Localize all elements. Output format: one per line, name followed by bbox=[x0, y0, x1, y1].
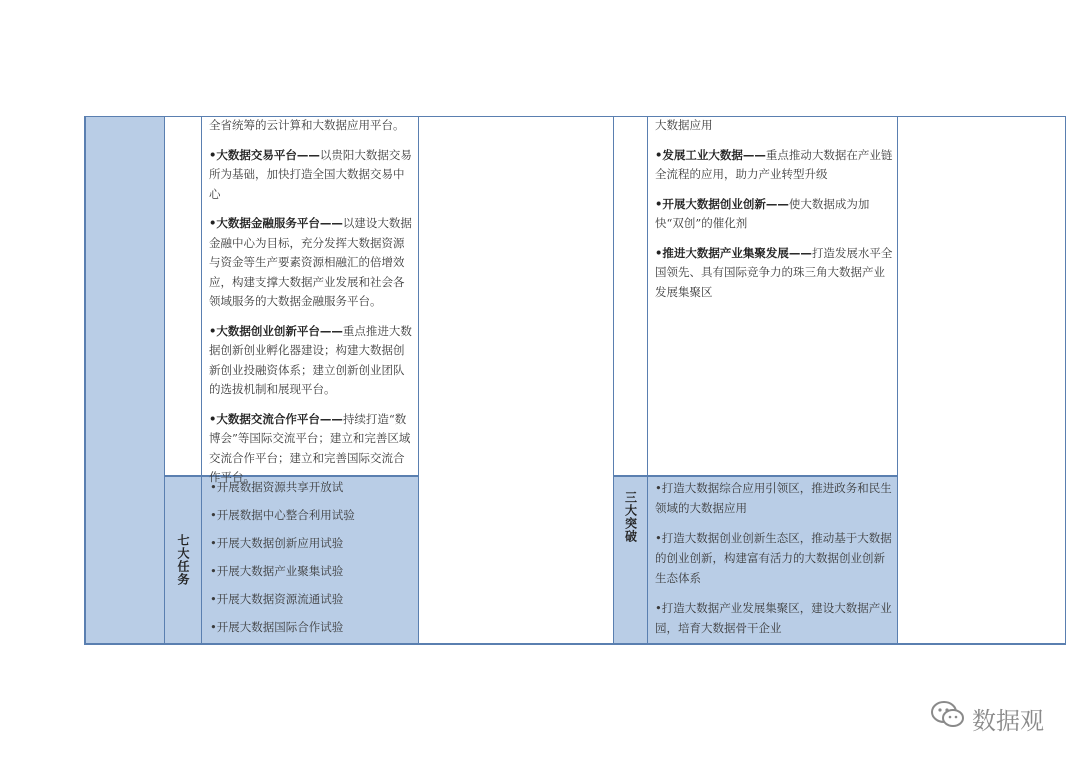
seven-tasks-label: 七大任务 bbox=[176, 534, 190, 586]
task-item: •开展大数据资源流通试验 bbox=[210, 592, 344, 606]
watermark bbox=[930, 700, 1044, 736]
col-line-7 bbox=[897, 116, 898, 645]
task-item: •开展数据中心整合利用试验 bbox=[210, 508, 355, 522]
platform-item-text: 持续打造“数博会”等国际交流平台；建立和完善区域交流合作平台；建立和完善国际交流合作平台。 bbox=[209, 411, 411, 484]
seven-tasks-label-wrap bbox=[165, 477, 202, 643]
platform-item-innovation bbox=[209, 322, 415, 400]
col-line-8 bbox=[1065, 116, 1066, 645]
watermark-text: 数据观 bbox=[972, 706, 1044, 735]
application-item-industry bbox=[655, 146, 893, 185]
left-platform-content bbox=[209, 116, 415, 498]
col-line-1 bbox=[84, 116, 86, 645]
seven-tasks-list bbox=[210, 478, 416, 646]
platform-item-title: •大数据交流合作平台—— bbox=[209, 411, 343, 426]
breakthrough-item: •打造大数据创业创新生态区，推动基于大数据的创业创新，构建富有活力的大数据创业创新生态体系 bbox=[655, 531, 892, 585]
platform-item-finance bbox=[209, 214, 415, 312]
application-item-title: •发展工业大数据—— bbox=[655, 147, 766, 162]
breakthrough-item: •打造大数据产业发展集聚区，建设大数据产业园，培育大数据骨干企业 bbox=[655, 601, 892, 635]
platform-item-trading bbox=[209, 146, 415, 205]
right-intro-text: 大数据应用 bbox=[655, 118, 713, 132]
right-application-content bbox=[655, 116, 893, 312]
three-breakthroughs-label-wrap bbox=[614, 477, 648, 557]
left-intro-text: 全省统筹的云计算和大数据应用平台。 bbox=[209, 118, 405, 132]
three-breakthroughs-label: 三大突破 bbox=[623, 491, 638, 543]
breakthrough-item: •打造大数据综合应用引领区，推进政务和民生领域的大数据应用 bbox=[655, 481, 892, 515]
application-item-text: 使大数据成为加快“双创”的催化剂 bbox=[655, 196, 870, 230]
task-item: •开展大数据国际合作试验 bbox=[210, 620, 344, 634]
platform-item-title: •大数据交易平台—— bbox=[209, 147, 320, 162]
left-section-sidebar bbox=[85, 116, 165, 644]
application-item-cluster bbox=[655, 244, 893, 303]
platform-item-title: •大数据金融服务平台—— bbox=[209, 216, 343, 230]
task-item: •开展数据资源共享开放试 bbox=[210, 480, 344, 494]
application-item-text: 重点推动大数据在产业链全流程的应用，助力产业转型升级 bbox=[655, 147, 893, 181]
application-item-title: •推进大数据产业集聚发展—— bbox=[655, 245, 812, 260]
platform-item-text: 重点推进大数据创新创业孵化器建设；构建大数据创新创业投融资体系；建立创新创业团队的选拔机制和展现平台。 bbox=[209, 323, 412, 396]
application-item-innovation bbox=[655, 195, 893, 234]
application-item-text: 打造发展水平全国领先、具有国际竞争力的珠三角大数据产业发展集聚区 bbox=[655, 245, 893, 299]
three-breakthroughs-list bbox=[655, 478, 893, 648]
task-item: •开展大数据创新应用试验 bbox=[210, 536, 344, 550]
wechat-icon bbox=[930, 700, 966, 736]
platform-item-exchange bbox=[209, 410, 415, 488]
platform-item-title: •大数据创业创新平台—— bbox=[209, 323, 343, 338]
col-line-6 bbox=[647, 116, 648, 645]
task-item: •开展大数据产业聚集试验 bbox=[210, 564, 344, 578]
right-row-divider bbox=[614, 475, 898, 477]
platform-item-text: 以贵阳大数据交易所为基础，加快打造全国大数据交易中心 bbox=[209, 147, 412, 201]
col-line-5 bbox=[613, 116, 614, 645]
application-item-title: •开展大数据创业创新—— bbox=[655, 196, 789, 211]
platform-item-text: 以建设大数据金融中心为目标，充分发挥大数据资源与资金等生产要素资源相融汇的倍增效应，构建支撑大数据产业发展和社会各领域服务的大数据金融服务平台。 bbox=[209, 216, 412, 308]
col-line-4 bbox=[418, 116, 419, 645]
